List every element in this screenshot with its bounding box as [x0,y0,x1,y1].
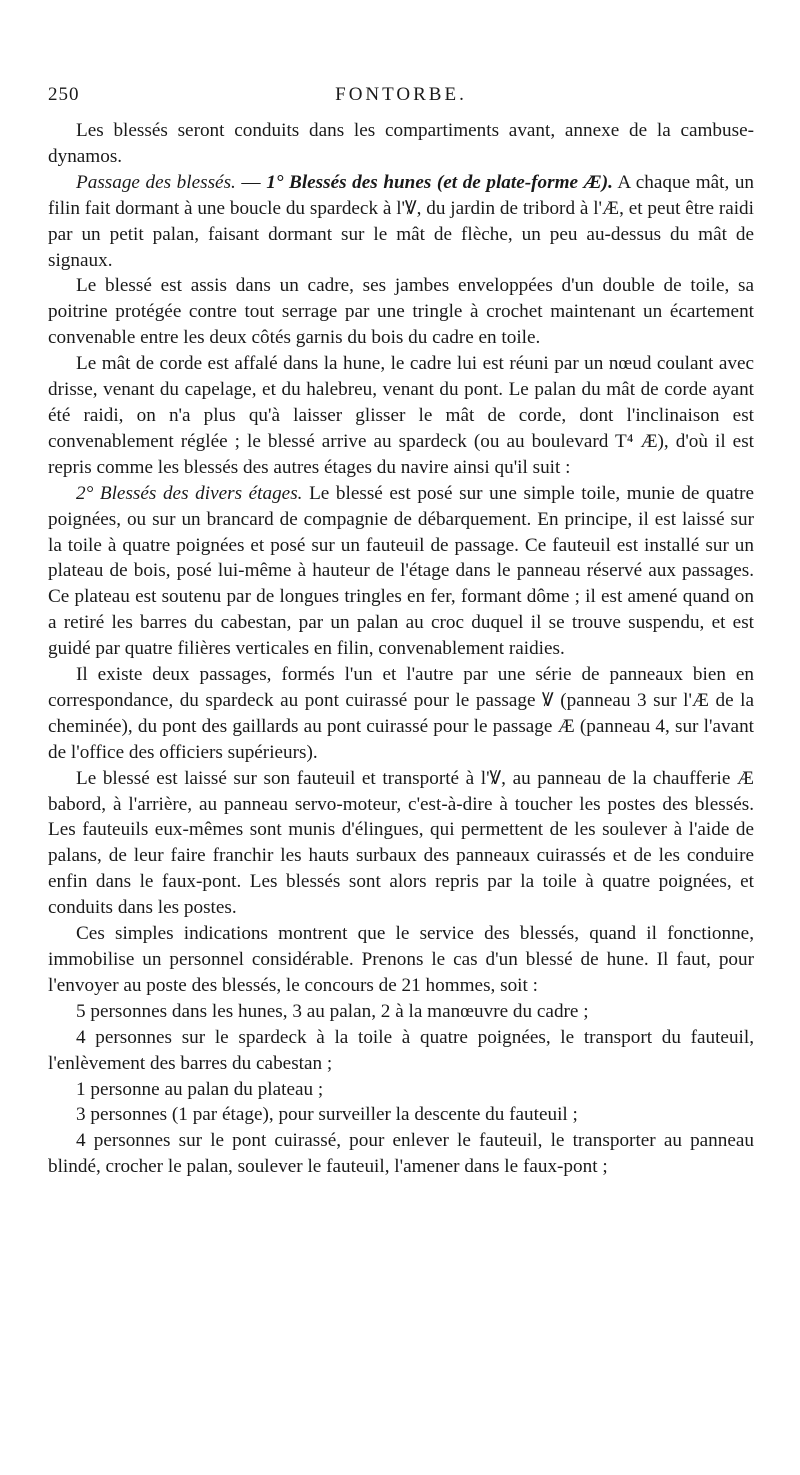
list-item: 5 personnes dans les hunes, 3 au palan, 2 à la manœuvre du cadre ; [76,1000,589,1022]
subsection-heading: 1° Blessés des hunes (et de plate-forme Æ). [266,171,613,193]
paragraph: Ces simples indications montrent que le service des blessés, quand il fonctionne, immobilise un personnel considérable. Prenons le cas d'un blessé de hune. Il faut, pour l'envoyer au poste des blessés, le concours de 21 hommes, soit : [48,923,754,996]
list-item: 3 personnes (1 par étage), pour surveiller la descente du fauteuil ; [76,1104,578,1126]
paragraph: Il existe deux passages, formés l'un et l'autre par une série de panneaux bien en correspondance, du spardeck au pont cuirassé pour le passage Ꝟ (panneau 3 sur l'Æ de la cheminée), du pont des gaillards au pont cuirassé pour le passage Æ (panneau 4, sur l'avant de l'office des officiers supérieurs). [48,664,754,763]
page-header [48,84,754,112]
paragraph: Le mât de corde est affalé dans la hune, le cadre lui est réuni par un nœud coulant avec drisse, venant du capelage, et du halebreu, venant du pont. Le palan du mât de corde ayant été raidi, on n'a plus qu'à laisser glisser le mât de corde, dont l'inclinaison est convenablement réglée ; le blessé arrive au spardeck (ou au boulevard T⁴ Æ), d'où il est repris comme les blessés des autres étages du navire ainsi qu'il suit : [48,353,754,478]
paragraph: Le blessé est assis dans un cadre, ses jambes enveloppées d'un double de toile, sa poitrine protégée contre tout serrage par une tringle à crochet maintenant un écartement convenable entre les deux côtés garnis du bois du cadre en toile. [48,275,754,349]
section-heading: Passage des blessés. [76,171,236,193]
paragraph: Les blessés seront conduits dans les compartiments avant, annexe de la cambuse-dynamos. [48,120,754,167]
em-dash: — [235,171,267,193]
paragraph: Le blessé est laissé sur son fauteuil et transporté à l'Ꝟ, au panneau de la chaufferie Æ babord, à l'arrière, au panneau servo-moteur, c'est-à-dire à toucher les postes des blessés. Les fauteuils eux-mêmes sont munis d'élingues, qui permettent de les soulever à l'aide de palans, de leur faire franchir les hauts surbaux des panneaux cuirassés et de les conduire enfin dans le faux-pont. Les blessés sont alors repris par la toile à quatre poignées, et conduits dans les postes. [48,767,754,919]
page-number: 250 [48,84,80,105]
list-item: 1 personne au palan du plateau ; [76,1078,324,1100]
paragraph-text: Le blessé est posé sur une simple toile, munie de quatre poignées, ou sur un brancard de compagnie de débarquement. En principe, il est laissé sur la toile à quatre poignées et posé sur un fauteuil de passage. Ce fauteuil est installé sur un plateau de bois, posé lui-même à hauteur de l'étage dans le panneau réservé aux passages. Ce plateau est soutenu par de longues tringles en fer, formant dôme ; il est amené quand on a retiré les barres du cabestan, par un palan au croc duquel il se trouve suspendu, et est guidé par quatre filières verticales en filin, convenablement raidies. [48,482,754,660]
paragraph-text: A chaque mât, un filin fait dormant à une boucle du spardeck à l'Ꝟ, du jardin de tribord à l'Æ, et peut être raidi par un petit palan, faisant dormant sur le mât de flèche, un peu au-dessus du mât de signaux. [48,171,755,271]
running-title: FONTORBE. [335,84,467,105]
paragraph [48,481,754,662]
list-item: 4 personnes sur le spardeck à la toile à quatre poignées, le transport du fauteuil, l'enlèvement des barres du cabestan ; [48,1026,754,1074]
list-item: 4 personnes sur le pont cuirassé, pour enlever le fauteuil, le transporter au panneau blindé, crocher le palan, soulever le fauteuil, l'amener dans le faux-pont ; [48,1130,754,1178]
subsection-heading: 2° Blessés des divers étages. [76,482,303,504]
body-text [48,118,754,1180]
paragraph [48,170,754,274]
